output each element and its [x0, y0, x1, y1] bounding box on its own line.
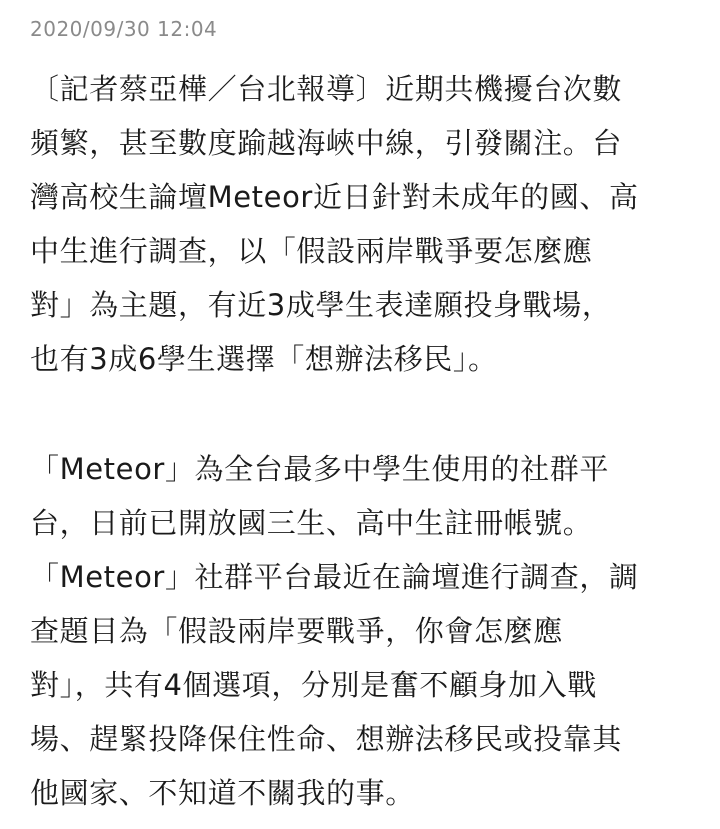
paragraph-line: 也有3成6學生選擇「想辦法移民」。 [30, 342, 498, 376]
paragraph-line: 頻繁，甚至數度踰越海峽中線，引發關注。台 [30, 126, 623, 160]
paragraph-line: 他國家、不知道不關我的事。 [30, 776, 415, 810]
article-paragraph-1 [30, 62, 700, 386]
article-body [30, 62, 700, 820]
paragraph-line: 對」，共有4個選項，分別是奮不顧身加入戰 [30, 668, 597, 702]
article-timestamp: 2020/09/30 12:04 [30, 17, 218, 41]
paragraph-spacer [30, 386, 700, 442]
paragraph-line: 台，日前已開放國三生、高中生註冊帳號。 [30, 506, 593, 540]
paragraph-line: 中生進行調查，以「假設兩岸戰爭要怎麼應 [30, 234, 593, 268]
paragraph-line: 場、趕緊投降保住性命、想辦法移民或投靠其 [30, 722, 623, 756]
article-paragraph-2 [30, 442, 700, 820]
paragraph-line: 查題目為「假設兩岸要戰爭，你會怎麼應 [30, 614, 563, 648]
paragraph-line: 「Meteor」社群平台最近在論壇進行調查，調 [30, 560, 639, 594]
paragraph-line: 對」為主題，有近3成學生表達願投身戰場， [30, 288, 612, 322]
paragraph-line: 〔記者蔡亞樺／台北報導〕近期共機擾台次數 [30, 72, 623, 106]
paragraph-line: 灣高校生論壇Meteor近日針對未成年的國、高 [30, 180, 639, 214]
paragraph-line: 「Meteor」為全台最多中學生使用的社群平 [30, 452, 609, 486]
